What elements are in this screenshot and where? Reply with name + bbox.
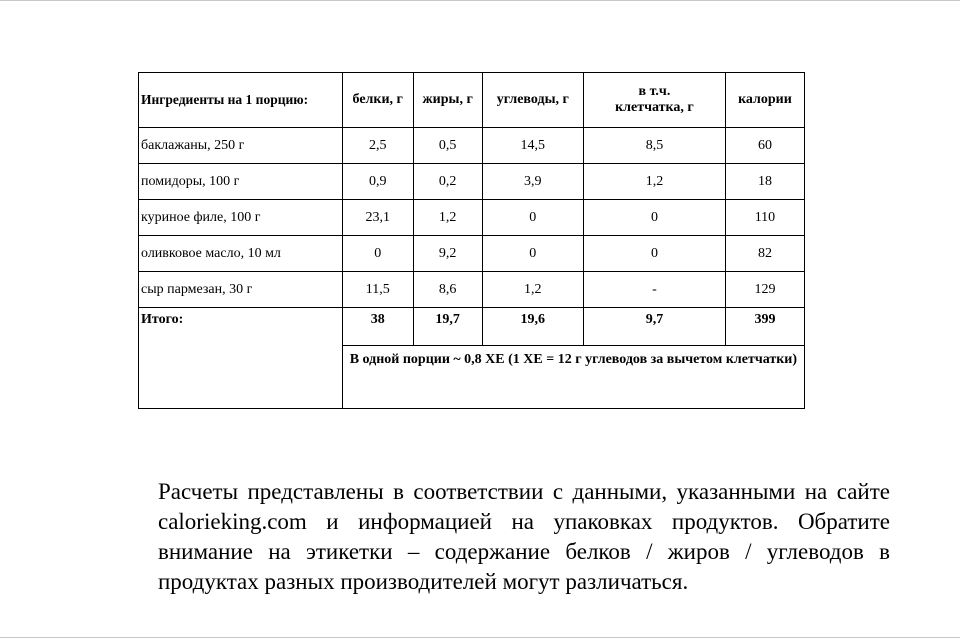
page-top-edge <box>0 0 960 1</box>
carbs-value: 14,5 <box>482 128 583 164</box>
total-protein: 38 <box>342 308 413 346</box>
header-fiber <box>583 73 725 128</box>
header-fiber-line2: клетчатка, г <box>615 100 694 115</box>
table-row <box>139 128 805 164</box>
footnote-paragraph: Расчеты представлены в соответствии с данными, указанными на сайте calorieking.com и информацией на упаковках продуктов. Обратите внимание на этикетки – содержание белков / жиров / углеводов в продуктах разных производителей могут различаться. <box>158 479 890 594</box>
carbs-value: 1,2 <box>482 272 583 308</box>
fat-value: 0,5 <box>413 128 482 164</box>
protein-value: 2,5 <box>342 128 413 164</box>
calories-value: 110 <box>725 200 804 236</box>
carbs-value: 0 <box>482 236 583 272</box>
protein-value: 23,1 <box>342 200 413 236</box>
header-carbs: углеводы, г <box>482 73 583 128</box>
total-calories: 399 <box>725 308 804 346</box>
ingredient-name: оливковое масло, 10 мл <box>139 236 343 272</box>
fiber-value: 8,5 <box>583 128 725 164</box>
fat-value: 8,6 <box>413 272 482 308</box>
ingredient-name: баклажаны, 250 г <box>139 128 343 164</box>
table-row <box>139 236 805 272</box>
calories-value: 18 <box>725 164 804 200</box>
protein-value: 11,5 <box>342 272 413 308</box>
total-fat: 19,7 <box>413 308 482 346</box>
fiber-value: 1,2 <box>583 164 725 200</box>
page-bottom-edge <box>0 637 960 638</box>
protein-value: 0,9 <box>342 164 413 200</box>
table-row <box>139 200 805 236</box>
total-carbs: 19,6 <box>482 308 583 346</box>
carbs-value: 0 <box>482 200 583 236</box>
fiber-value: 0 <box>583 200 725 236</box>
header-calories: калории <box>725 73 804 128</box>
xe-note: В одной порции ~ 0,8 ХЕ (1 ХЕ = 12 г углеводов за вычетом клетчатки) <box>342 346 804 409</box>
fat-value: 0,2 <box>413 164 482 200</box>
fat-value: 9,2 <box>413 236 482 272</box>
fat-value: 1,2 <box>413 200 482 236</box>
fiber-value: 0 <box>583 236 725 272</box>
table-header-row <box>139 73 805 128</box>
total-fiber: 9,7 <box>583 308 725 346</box>
header-fiber-line1: в т.ч. <box>638 84 671 99</box>
calories-value: 60 <box>725 128 804 164</box>
calories-value: 82 <box>725 236 804 272</box>
fiber-value: - <box>583 272 725 308</box>
carbs-value: 3,9 <box>482 164 583 200</box>
table-row <box>139 272 805 308</box>
calories-value: 129 <box>725 272 804 308</box>
ingredient-name: помидоры, 100 г <box>139 164 343 200</box>
ingredient-name: сыр пармезан, 30 г <box>139 272 343 308</box>
header-fat: жиры, г <box>413 73 482 128</box>
nutrition-table <box>138 72 805 409</box>
table-row <box>139 164 805 200</box>
header-protein: белки, г <box>342 73 413 128</box>
total-label: Итого: <box>139 308 343 409</box>
total-row <box>139 308 805 346</box>
protein-value: 0 <box>342 236 413 272</box>
ingredient-name: куриное филе, 100 г <box>139 200 343 236</box>
header-ingredient: Ингредиенты на 1 порцию: <box>139 73 343 128</box>
